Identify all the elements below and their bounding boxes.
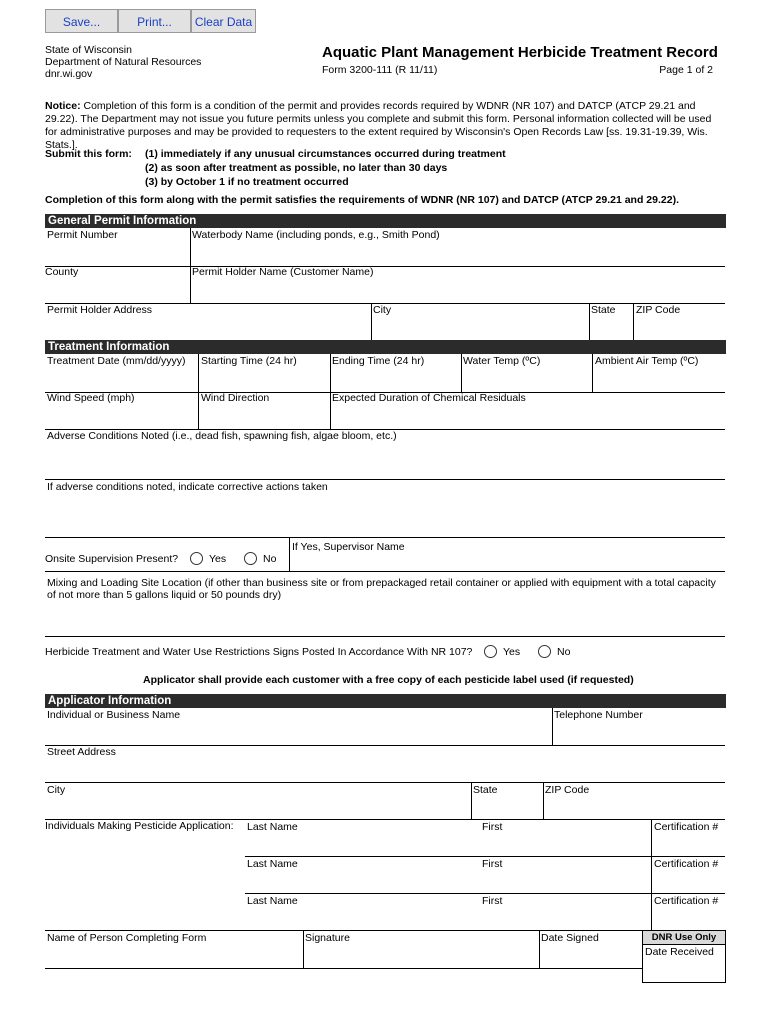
first-name-label: First	[482, 858, 503, 870]
divider	[45, 930, 725, 931]
print-button[interactable]: Print...	[118, 9, 191, 33]
county-label: County	[45, 266, 79, 278]
holder-state-label: State	[591, 304, 616, 316]
supervision-yes-label: Yes	[209, 553, 227, 565]
permit-number-label: Permit Number	[47, 229, 118, 241]
completion-note: Completion of this form along with the permit satisfies the requirements of WDNR (NR 107) and DATCP (ATCP 29.21 and 29.22).	[45, 194, 679, 206]
divider	[552, 708, 553, 745]
first-name-label: First	[482, 895, 503, 907]
save-button[interactable]: Save...	[45, 9, 118, 33]
agency-department: Department of Natural Resources	[45, 56, 202, 68]
supervision-no-label: No	[263, 553, 277, 565]
label-copy-note: Applicator shall provide each customer with a free copy of each pesticide label used (if requested)	[143, 674, 634, 686]
dnr-use-only-title: DNR Use Only	[643, 931, 725, 945]
submit-label: Submit this form:	[45, 148, 132, 160]
street-address-label: Street Address	[47, 746, 116, 758]
signs-no-label: No	[557, 646, 571, 658]
corrective-actions-label: If adverse conditions noted, indicate corrective actions taken	[47, 481, 328, 493]
business-name-label: Individual or Business Name	[47, 709, 181, 721]
signs-no-radio[interactable]	[538, 645, 551, 658]
applicator-state-label: State	[473, 784, 498, 796]
divider	[330, 354, 331, 392]
telephone-label: Telephone Number	[554, 709, 643, 721]
divider	[651, 856, 652, 893]
notice-paragraph	[45, 100, 725, 152]
divider	[461, 354, 462, 392]
divider	[190, 266, 191, 303]
certification-label: Certification #	[654, 858, 719, 870]
wind-speed-label: Wind Speed (mph)	[47, 392, 135, 404]
divider	[633, 303, 634, 340]
holder-city-label: City	[373, 304, 392, 316]
divider	[45, 968, 642, 969]
divider	[330, 392, 331, 429]
waterbody-label: Waterbody Name (including ponds, e.g., Smith Pond)	[192, 229, 440, 241]
applicator-city-label: City	[47, 784, 66, 796]
form-number: Form 3200-111 (R 11/11)	[322, 64, 438, 76]
signs-yes-label: Yes	[503, 646, 521, 658]
submit-item: (1) immediately if any unusual circumstances occurred during treatment	[145, 148, 506, 160]
last-name-label: Last Name	[247, 895, 298, 907]
person-completing-label: Name of Person Completing Form	[47, 932, 207, 944]
start-time-label: Starting Time (24 hr)	[201, 355, 297, 367]
general-permit-heading: General Permit Information	[45, 214, 726, 228]
agency-website: dnr.wi.gov	[45, 68, 93, 80]
notice-text: Completion of this form is a condition of the permit and provides records required by WDNR (NR 107) and DATCP (ATCP 29.21 and 29.22). The Department may not issue you future permits unless you complete and submit this form. Personal information collected will be used for administrative purposes and may be provided to requesters to the extent required by Wisconsin's Open Records Law [ss. 19.31-19.39, Wis. Stats.].	[45, 100, 712, 151]
individuals-label: Individuals Making Pesticide Application:	[45, 820, 234, 832]
divider	[45, 479, 725, 480]
supervision-yes-radio[interactable]	[190, 552, 203, 565]
divider	[543, 782, 544, 819]
divider	[198, 354, 199, 392]
adverse-conditions-label: Adverse Conditions Noted (i.e., dead fish, spawning fish, algae bloom, etc.)	[47, 430, 397, 442]
clear-data-button[interactable]: Clear Data	[191, 9, 256, 33]
divider	[592, 354, 593, 392]
end-time-label: Ending Time (24 hr)	[332, 355, 425, 367]
residuals-label: Expected Duration of Chemical Residuals	[332, 392, 526, 404]
holder-zip-label: ZIP Code	[636, 304, 681, 316]
divider	[245, 893, 725, 894]
last-name-label: Last Name	[247, 858, 298, 870]
applicator-zip-label: ZIP Code	[545, 784, 590, 796]
supervisor-name-label: If Yes, Supervisor Name	[292, 541, 405, 553]
supervision-no-radio[interactable]	[244, 552, 257, 565]
divider	[371, 303, 372, 340]
form-title: Aquatic Plant Management Herbicide Treatment Record	[322, 44, 718, 61]
divider	[289, 537, 290, 571]
submit-item: (2) as soon after treatment as possible, no later than 30 days	[145, 162, 448, 174]
divider	[245, 856, 725, 857]
first-name-label: First	[482, 821, 503, 833]
signature-label: Signature	[305, 932, 350, 944]
mixing-site-label: Mixing and Loading Site Location (if other than business site or from prepackaged retail container or applied with equipment with a total capacity of not more than 5 gallons liquid or 50 pounds dry)	[47, 577, 716, 601]
divider	[45, 266, 725, 267]
treatment-heading: Treatment Information	[45, 340, 726, 354]
holder-address-label: Permit Holder Address	[47, 304, 153, 316]
divider	[198, 392, 199, 429]
submit-item: (3) by October 1 if no treatment occurred	[145, 176, 349, 188]
divider	[589, 303, 590, 340]
divider	[45, 571, 725, 572]
divider	[190, 228, 191, 266]
applicator-heading: Applicator Information	[45, 694, 726, 708]
divider	[651, 819, 652, 856]
divider	[45, 782, 725, 783]
signs-yes-radio[interactable]	[484, 645, 497, 658]
certification-label: Certification #	[654, 895, 719, 907]
date-signed-label: Date Signed	[541, 932, 599, 944]
last-name-label: Last Name	[247, 821, 298, 833]
divider	[45, 745, 725, 746]
divider	[539, 930, 540, 968]
supervision-question: Onsite Supervision Present?	[45, 553, 179, 565]
treatment-date-label: Treatment Date (mm/dd/yyyy)	[47, 355, 186, 367]
air-temp-label: Ambient Air Temp (ºC)	[595, 355, 699, 367]
date-received-label: Date Received	[645, 946, 714, 958]
divider	[303, 930, 304, 968]
water-temp-label: Water Temp (ºC)	[463, 355, 541, 367]
agency-state: State of Wisconsin	[45, 44, 132, 56]
divider	[45, 537, 725, 538]
holder-name-label: Permit Holder Name (Customer Name)	[192, 266, 374, 278]
divider	[651, 893, 652, 930]
divider	[471, 782, 472, 819]
wind-direction-label: Wind Direction	[201, 392, 270, 404]
certification-label: Certification #	[654, 821, 719, 833]
page-number: Page 1 of 2	[659, 64, 713, 76]
signs-question: Herbicide Treatment and Water Use Restrictions Signs Posted In Accordance With NR 107?	[45, 646, 473, 658]
divider	[45, 636, 725, 637]
notice-label: Notice:	[45, 100, 81, 112]
